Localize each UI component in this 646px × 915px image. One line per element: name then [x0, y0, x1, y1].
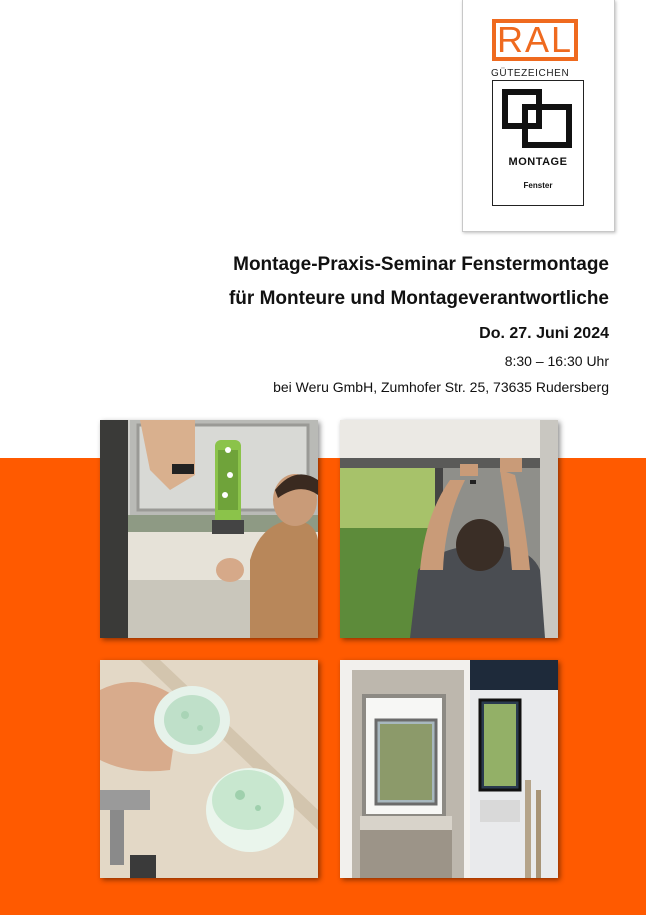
- event-heading: [229, 248, 609, 398]
- title-line-2: für Monteure und Montageverantwortliche: [228, 288, 609, 309]
- guetezeichen-label: GÜTEZEICHEN: [491, 68, 570, 79]
- montage-seal-box: [492, 80, 584, 206]
- ral-logo-box: [492, 19, 578, 61]
- ral-quality-seal: [462, 0, 615, 232]
- ral-logo-text: RAL: [496, 19, 574, 60]
- fenster-label: Fenster: [523, 181, 553, 190]
- event-address: bei Weru GmbH, Zumhofer Str. 25, 73635 Rudersberg: [273, 379, 609, 395]
- photo-window-frame-mockup: [340, 660, 558, 878]
- event-date: Do. 27. Juni 2024: [479, 325, 609, 342]
- title-line-1: Montage-Praxis-Seminar Fenstermontage: [233, 254, 609, 275]
- photo-foam-samples: [100, 660, 318, 878]
- montage-label: MONTAGE: [508, 156, 568, 168]
- photo-window-installation: [340, 420, 558, 638]
- photo-foam-application: [100, 420, 318, 638]
- event-time: 8:30 – 16:30 Uhr: [504, 353, 609, 369]
- window-frames-icon: [499, 89, 579, 151]
